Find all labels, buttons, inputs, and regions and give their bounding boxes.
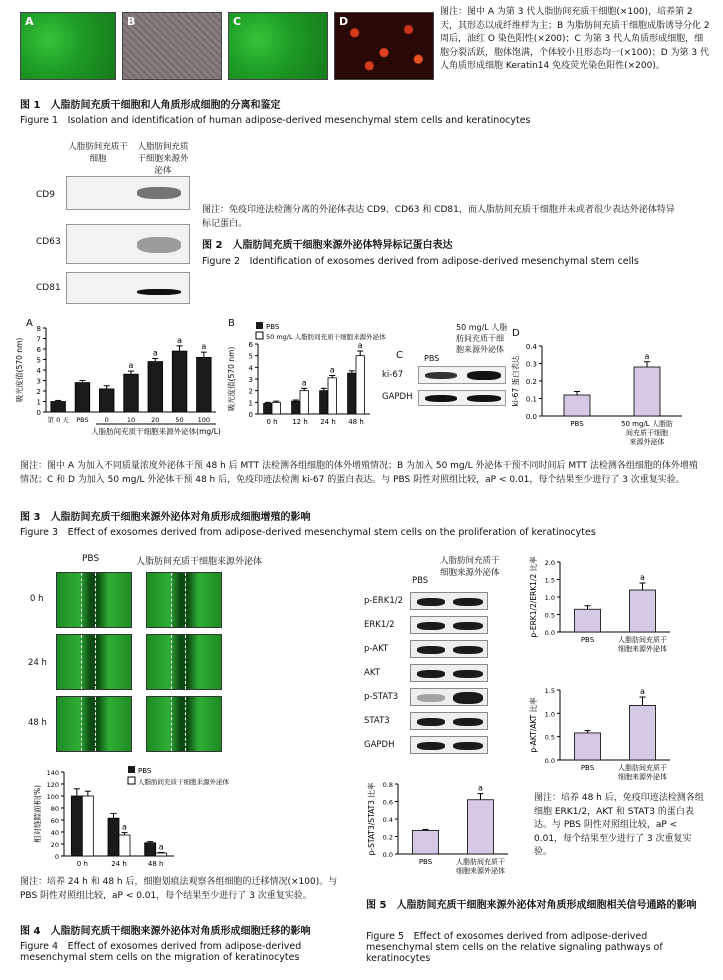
fig4-scratch-exo-48h xyxy=(146,696,222,752)
y-tick-label: 1.5 xyxy=(544,576,555,585)
legend-label: PBS xyxy=(266,323,280,331)
y-tick-label: 5 xyxy=(36,356,41,365)
bar xyxy=(197,357,212,412)
bar xyxy=(172,351,187,412)
blot-band xyxy=(453,598,483,606)
bar xyxy=(148,362,163,412)
fig2-blot-cd81 xyxy=(66,272,190,304)
fig5-blot-row xyxy=(410,736,488,754)
fig2-row-label: CD9 xyxy=(36,190,55,200)
fig4-row-label: 48 h xyxy=(28,718,47,728)
fig3-panel-b-chart xyxy=(226,318,386,428)
fig3-note: 图注：图中 A 为加入不同质量浓度外泌体干预 48 h 后 MTT 法检测各组细胞的体外增殖情况；B 为加入 50 mg/L 外泌体干预不同时间后 MTT 法检测各组细胞的体外增殖情况；C 和 D 为加入 50 mg/L 外泌体干预 48 h 后，免疫印迹法检测 ki-67 的蛋白表达。与 PBS 阴性对照组比较，aP < 0.01，每个结果至少进行了 3 次重复实验。 xyxy=(20,461,698,485)
y-tick-label: 0.0 xyxy=(544,757,555,765)
fig3c-col1-label: PBS xyxy=(424,354,440,363)
y-tick-label: 80 xyxy=(50,805,59,813)
fig3c-row-label: ki-67 xyxy=(382,370,404,380)
category-label: 0 h xyxy=(76,860,88,868)
y-tick-label: 0.5 xyxy=(544,611,555,620)
significance-mark: a xyxy=(329,365,335,375)
y-tick-label: 0.0 xyxy=(382,851,393,859)
fig5-blot-row xyxy=(410,640,488,658)
y-tick-label: 1.0 xyxy=(544,594,555,602)
category-label: PBS xyxy=(580,636,595,644)
category-label: 10 xyxy=(126,416,136,424)
fig3-panel-b-label: B xyxy=(228,318,235,329)
fig4-col1-label: PBS xyxy=(82,554,100,564)
fig1-panel-c-micrograph xyxy=(228,12,328,80)
fig4-scratch-pbs-0h xyxy=(56,572,132,628)
y-tick-label: 8 xyxy=(36,325,41,333)
bar xyxy=(413,830,439,854)
legend-swatch xyxy=(128,766,135,773)
bar xyxy=(468,800,494,854)
y-axis-label: p-ERK1/2/ERK1/2 比率 xyxy=(529,556,538,638)
bar xyxy=(575,733,601,760)
blot-band xyxy=(453,692,483,704)
y-axis-label: p-AKT/AKT 比率 xyxy=(529,697,538,753)
panel-label: C xyxy=(233,15,242,28)
y-tick-label: 1.0 xyxy=(544,710,555,719)
category-label: 第 0 天 xyxy=(47,416,69,424)
blot-band xyxy=(417,598,445,606)
legend-label: PBS xyxy=(138,767,152,775)
y-tick-label: 4 xyxy=(248,364,253,373)
y-axis-label: p-STAT3/STAT3 比率 xyxy=(367,782,376,856)
y-axis-label: 相对缝隙面积(%) xyxy=(33,785,42,843)
significance-mark: a xyxy=(128,361,134,371)
fig5-blot-row xyxy=(410,688,488,706)
fig5-title-en: Figure 5 Effect of exosomes derived from adipose-derived mesenchymal stem cells on the relative signaling pathways of keratinocytes xyxy=(366,931,663,964)
y-tick-label: 40 xyxy=(50,829,59,837)
fig4-scratch-pbs-24h xyxy=(56,634,132,690)
fig5-blot-row-label: GAPDH xyxy=(364,740,395,750)
y-tick-label: 7 xyxy=(36,335,41,344)
y-tick-label: 5 xyxy=(248,352,253,361)
y-axis-label: 吸光度值(570 nm) xyxy=(227,346,236,412)
y-tick-label: 2 xyxy=(248,387,253,396)
significance-mark: a xyxy=(158,842,164,852)
fig4-scratch-pbs-48h xyxy=(56,696,132,752)
bar xyxy=(119,835,130,856)
fig5-blot-row-label: p-STAT3 xyxy=(364,692,399,702)
legend-label: 50 mg/L 人脂肪间充质干细胞来源外泌体 xyxy=(266,333,386,341)
fig2-title-en: Figure 2 Identification of exosomes derived from adipose-derived mesenchymal stem cells xyxy=(202,256,639,267)
bar xyxy=(634,367,660,416)
significance-mark: a xyxy=(177,335,183,345)
y-tick-label: 3 xyxy=(248,376,253,384)
y-tick-label: 6 xyxy=(36,346,41,354)
blot-band xyxy=(417,742,445,750)
category-label: PBS xyxy=(570,420,584,428)
fig5-blot-row xyxy=(410,712,488,730)
fig2-col2-label: 人脂肪间充质干细胞来源外泌体 xyxy=(137,142,189,176)
fig3c-row-label: GAPDH xyxy=(382,392,413,402)
category-label: 50 mg/L 人脂肪 xyxy=(621,420,673,428)
fig3-panel-d-label: D xyxy=(512,328,520,339)
y-tick-label: 0.2 xyxy=(382,833,393,842)
bar xyxy=(264,404,272,415)
y-tick-label: 6 xyxy=(248,341,253,349)
fig1-note: 图注：图中 A 为第 3 代人脂肪间充质干细胞(×100)，培养第 2 天，其形态以成纤维样为主；B 为脂肪间充质干细胞成脂诱导分化 2 周后，油红 O 染色阳性(×200)；C 为第 3 代人角质形成细胞，细胞分裂活跃，胞体饱满，个体较小且形态均一(×100)；D 为第 3 代人角质形成细胞 Keratin14 免疫荧光染色阳性(×200)。 xyxy=(440,7,710,71)
y-tick-label: 0 xyxy=(36,409,41,417)
category-label: PBS xyxy=(580,764,595,772)
bar xyxy=(71,796,82,856)
fig2-row-label: CD81 xyxy=(36,283,61,293)
bar xyxy=(300,391,308,414)
fig3c-col2-label: 50 mg/L 人脂肪间充质干细胞来源外泌体 xyxy=(456,323,508,354)
category-label: 48 h xyxy=(348,418,364,426)
fig2-col1-label: 人脂肪间充质干细胞 xyxy=(68,142,128,164)
y-tick-label: 140 xyxy=(46,769,59,777)
y-tick-label: 0.3 xyxy=(525,360,537,369)
fig5-blot-row xyxy=(410,616,488,634)
fig2-title-cn: 图 2 人脂肪间充质干细胞来源外泌体特异标记蛋白表达 xyxy=(202,240,453,251)
y-tick-label: 3 xyxy=(36,377,41,386)
bar xyxy=(564,395,590,416)
y-tick-label: 4 xyxy=(36,367,41,375)
fig5-note: 图注：培养 48 h 后，免疫印迹法检测各组细胞 ERK1/2，AKT 和 STAT3 的蛋白表达。与 PBS 阴性对照组比较，aP < 0.01，每个结果至少进行了 3 次重复实验。 xyxy=(534,793,704,857)
legend-swatch xyxy=(256,322,263,329)
fig2-row-label: CD63 xyxy=(36,237,61,247)
fig3c-blot-ki67 xyxy=(418,366,506,384)
blot-band xyxy=(417,670,445,678)
y-tick-label: 20 xyxy=(50,841,59,849)
bar xyxy=(82,796,93,856)
y-tick-label: 0.0 xyxy=(544,629,555,637)
fig5-blot-row-label: ERK1/2 xyxy=(364,620,395,630)
bar xyxy=(320,391,328,414)
category-label: PBS xyxy=(418,858,433,866)
fig5-col1-label: PBS xyxy=(412,576,429,586)
legend-swatch xyxy=(128,777,135,784)
significance-mark: a xyxy=(301,378,307,388)
fig5-blot-row-label: STAT3 xyxy=(364,716,390,726)
category-label: 人脂肪间充质干 xyxy=(456,858,505,866)
significance-mark: a xyxy=(201,342,207,352)
fig4-col2-label: 人脂肪间充质干细胞来源外泌体 xyxy=(136,557,263,567)
y-tick-label: 0 xyxy=(54,853,59,861)
y-tick-label: 0.6 xyxy=(382,798,393,807)
blot-band xyxy=(417,622,445,630)
category-label: 12 h xyxy=(292,418,308,426)
fig5-akt-chart xyxy=(520,676,710,788)
category-label: 0 xyxy=(104,416,109,424)
blot-band xyxy=(453,742,483,750)
y-tick-label: 0.8 xyxy=(382,781,393,789)
blot-band xyxy=(417,718,445,726)
category-label: 100 xyxy=(197,416,211,424)
fig3-panel-a-chart xyxy=(12,318,222,438)
y-tick-label: 1.5 xyxy=(544,687,555,695)
fig3-title-en: Figure 3 Effect of exosomes derived from adipose-derived mesenchymal stem cells on the proliferation of keratinocytes xyxy=(20,527,596,538)
significance-mark: a xyxy=(640,573,645,582)
fig3-panel-c-label: C xyxy=(396,350,403,361)
y-axis-label: 吸光度值(570 nm) xyxy=(15,337,24,403)
y-axis-label: ki-67 蛋白表达 xyxy=(511,355,520,407)
fig1-panel-a-micrograph xyxy=(20,12,116,80)
fig1-title-en: Figure 1 Isolation and identification of human adipose-derived mesenchymal stem cells and keratinocytes xyxy=(20,115,531,126)
y-tick-label: 100 xyxy=(46,793,59,801)
y-tick-label: 2.0 xyxy=(544,559,555,567)
bar xyxy=(99,389,114,412)
fig3c-blot-gapdh xyxy=(418,390,506,406)
category-label: 20 xyxy=(151,416,160,424)
bar xyxy=(108,818,119,856)
fig5-col2-label: 人脂肪间充质干细胞来源外泌体 xyxy=(440,556,500,578)
fig4-scratch-exo-0h xyxy=(146,572,222,628)
fig3-panel-d-chart xyxy=(506,330,706,446)
bar xyxy=(356,356,364,414)
y-tick-label: 0.2 xyxy=(525,378,537,386)
bar xyxy=(575,609,601,632)
bar xyxy=(145,843,156,856)
fig4-row-label: 24 h xyxy=(28,658,47,668)
significance-mark: a xyxy=(122,822,127,832)
category-label: 24 h xyxy=(111,860,127,868)
fig5-erk-chart xyxy=(520,548,710,668)
y-tick-label: 120 xyxy=(46,781,59,789)
category-label: 间充质干细胞 xyxy=(626,429,668,437)
fig2-note: 图注：免疫印迹法检测分离的外泌体表达 CD9、CD63 和 CD81，而人脂肪间充质干细胞并未或者很少表达外泌体特异标记蛋白。 xyxy=(202,205,675,229)
fig4-title-en: Figure 4 Effect of exosomes derived from adipose-derived mesenchymal stem cells on the migration of keratinocytes xyxy=(20,941,302,963)
y-tick-label: 0.0 xyxy=(525,413,537,421)
fig5-blot-row-label: AKT xyxy=(364,668,380,678)
bar xyxy=(51,402,66,413)
legend-label: 人脂肪间充质干细胞来源外泌体 xyxy=(138,778,229,786)
significance-mark: a xyxy=(152,348,158,358)
blot-band xyxy=(417,694,445,702)
fig3-title-cn: 图 3 人脂肪间充质干细胞来源外泌体对角质形成细胞增殖的影响 xyxy=(20,512,311,523)
fig1-panel-d-micrograph xyxy=(334,12,434,80)
category-label: 人脂肪间充质干 xyxy=(618,636,667,644)
category-label: PBS xyxy=(76,416,89,424)
panel-label: A xyxy=(25,15,34,28)
category-label: 50 xyxy=(175,416,184,424)
category-label: 细胞来源外泌体 xyxy=(618,645,667,653)
category-label: 来源外泌体 xyxy=(629,438,665,446)
blot-band xyxy=(453,718,483,726)
fig5-blot-row-label: p-ERK1/2 xyxy=(364,596,403,606)
bar xyxy=(348,373,356,414)
fig4-row-label: 0 h xyxy=(30,594,44,604)
bar xyxy=(630,590,656,632)
fig1-panel-b-micrograph xyxy=(122,12,222,80)
blot-band xyxy=(453,622,483,630)
fig2-blot-cd63 xyxy=(66,224,190,264)
fig2-blot-cd9 xyxy=(66,176,190,210)
bar xyxy=(124,374,139,412)
bar xyxy=(630,705,656,760)
significance-mark: a xyxy=(357,341,363,350)
bar xyxy=(156,853,167,856)
bar xyxy=(75,383,90,412)
bar xyxy=(272,402,280,414)
fig5-blot-row xyxy=(410,592,488,610)
y-tick-label: 2 xyxy=(36,388,41,396)
y-tick-label: 0.5 xyxy=(544,733,555,742)
fig3-panel-a-label: A xyxy=(26,318,33,329)
y-tick-label: 1 xyxy=(36,398,41,407)
y-tick-label: 1 xyxy=(248,399,253,408)
y-tick-label: 0.1 xyxy=(525,395,537,404)
fig4-note: 图注：培养 24 h 和 48 h 后，细胞划痕法观察各组细胞的迁移情况(×100)。与 PBS 阴性对照组比较，aP < 0.01，每个结果至少进行了 3 次重复实验。 xyxy=(20,877,338,901)
fig5-title-cn: 图 5 人脂肪间充质干细胞来源外泌体对角质形成细胞相关信号通路的影响 xyxy=(366,900,697,911)
legend-swatch xyxy=(256,332,263,339)
y-tick-label: 0 xyxy=(248,411,253,419)
blot-band xyxy=(453,646,483,654)
category-label: 人脂肪间充质干 xyxy=(618,764,667,772)
fig5-stat3-chart xyxy=(358,770,528,882)
category-label: 0 h xyxy=(266,418,278,426)
significance-mark: a xyxy=(640,687,645,696)
category-label: 细胞来源外泌体 xyxy=(618,773,667,781)
category-label: 24 h xyxy=(320,418,336,426)
significance-mark: a xyxy=(478,783,483,793)
y-tick-label: 0.4 xyxy=(525,343,537,351)
panel-label: B xyxy=(127,15,136,28)
blot-band xyxy=(453,670,483,678)
category-label: 48 h xyxy=(147,860,164,868)
y-tick-label: 60 xyxy=(50,817,59,825)
x-axis-label: 人脂肪间充质干细胞来源外泌体(mg/L) xyxy=(91,427,221,436)
y-tick-label: 0.4 xyxy=(382,816,393,824)
bar xyxy=(328,378,336,414)
fig4-scratch-exo-24h xyxy=(146,634,222,690)
category-label: 细胞来源外泌体 xyxy=(456,867,505,875)
fig5-blot-row xyxy=(410,664,488,682)
blot-band xyxy=(417,646,445,654)
fig4-title-cn: 图 4 人脂肪间充质干细胞来源外泌体对角质形成细胞迁移的影响 xyxy=(20,926,311,937)
bar xyxy=(292,401,300,414)
fig1-title-cn: 图 1 人脂肪间充质干细胞和人角质形成细胞的分离和鉴定 xyxy=(20,100,281,111)
fig4-gap-area-chart xyxy=(18,760,248,880)
panel-label: D xyxy=(339,15,349,28)
significance-mark: a xyxy=(644,351,650,361)
fig5-blot-row-label: p-AKT xyxy=(364,644,389,654)
